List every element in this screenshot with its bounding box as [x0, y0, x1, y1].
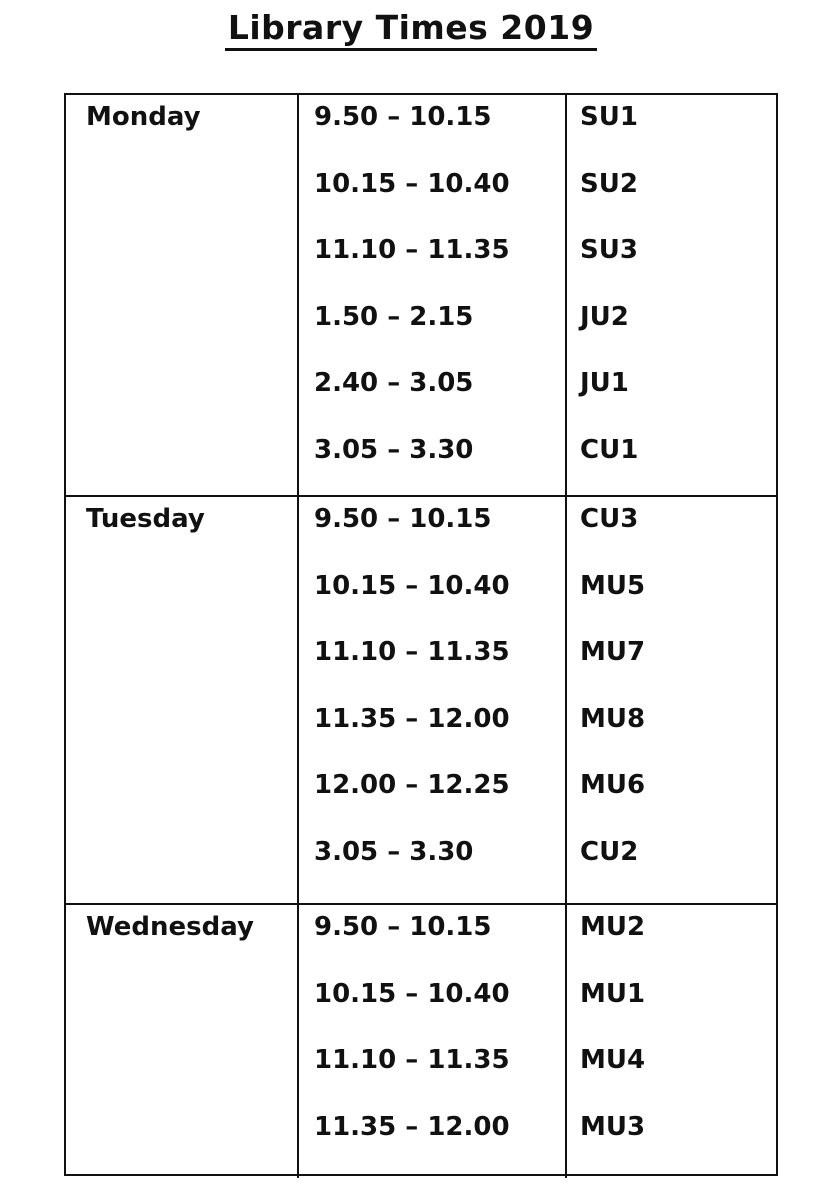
time-slot: 3.05 – 3.30: [314, 836, 474, 867]
time-slot: 11.10 – 11.35: [314, 1045, 510, 1075]
codes-cell-wednesday: [567, 905, 776, 1178]
time-slot: 11.10 – 11.35: [314, 235, 510, 265]
time-slot: 11.10 – 11.35: [314, 637, 510, 667]
times-cell-monday: [299, 95, 567, 495]
library-timetable: [64, 93, 778, 1176]
class-code: CU3: [580, 504, 639, 534]
time-slot: 10.15 – 10.40: [314, 978, 510, 1009]
day-label-cell-tuesday: [66, 497, 299, 903]
day-label-cell-wednesday: [66, 905, 299, 1178]
page-title: Library Times 2019: [225, 10, 597, 51]
class-code: SU3: [580, 235, 638, 265]
day-row-wednesday: [66, 905, 776, 1178]
time-slot: 1.50 – 2.15: [314, 301, 474, 332]
day-row-tuesday: [66, 497, 776, 905]
time-slot: 9.50 – 10.15: [314, 912, 492, 942]
day-row-monday: [66, 95, 776, 497]
time-slot: 9.50 – 10.15: [314, 102, 492, 132]
codes-cell-monday: [567, 95, 776, 495]
class-code: CU2: [580, 836, 639, 867]
time-slot: 12.00 – 12.25: [314, 770, 510, 800]
class-code: SU1: [580, 102, 638, 132]
class-code: CU1: [580, 434, 639, 465]
day-label: Tuesday: [86, 504, 205, 534]
time-slot: 10.15 – 10.40: [314, 168, 510, 199]
time-slot: 2.40 – 3.05: [314, 368, 474, 398]
title-container: [0, 10, 822, 51]
class-code: MU1: [580, 978, 646, 1009]
class-code: MU6: [580, 770, 646, 800]
day-label: Monday: [86, 102, 201, 132]
codes-cell-tuesday: [567, 497, 776, 903]
time-slot: 10.15 – 10.40: [314, 570, 510, 601]
class-code: MU8: [580, 703, 646, 734]
times-cell-wednesday: [299, 905, 567, 1178]
class-code: MU3: [580, 1111, 646, 1142]
class-code: MU2: [580, 912, 646, 942]
class-code: SU2: [580, 168, 638, 199]
class-code: MU5: [580, 570, 646, 601]
time-slot: 11.35 – 12.00: [314, 1111, 510, 1142]
class-code: JU2: [580, 301, 629, 332]
times-cell-tuesday: [299, 497, 567, 903]
time-slot: 9.50 – 10.15: [314, 504, 492, 534]
day-label: Wednesday: [86, 912, 254, 942]
day-label-cell-monday: [66, 95, 299, 495]
class-code: JU1: [580, 368, 629, 398]
time-slot: 11.35 – 12.00: [314, 703, 510, 734]
time-slot: 3.05 – 3.30: [314, 434, 474, 465]
class-code: MU7: [580, 637, 646, 667]
class-code: MU4: [580, 1045, 646, 1075]
